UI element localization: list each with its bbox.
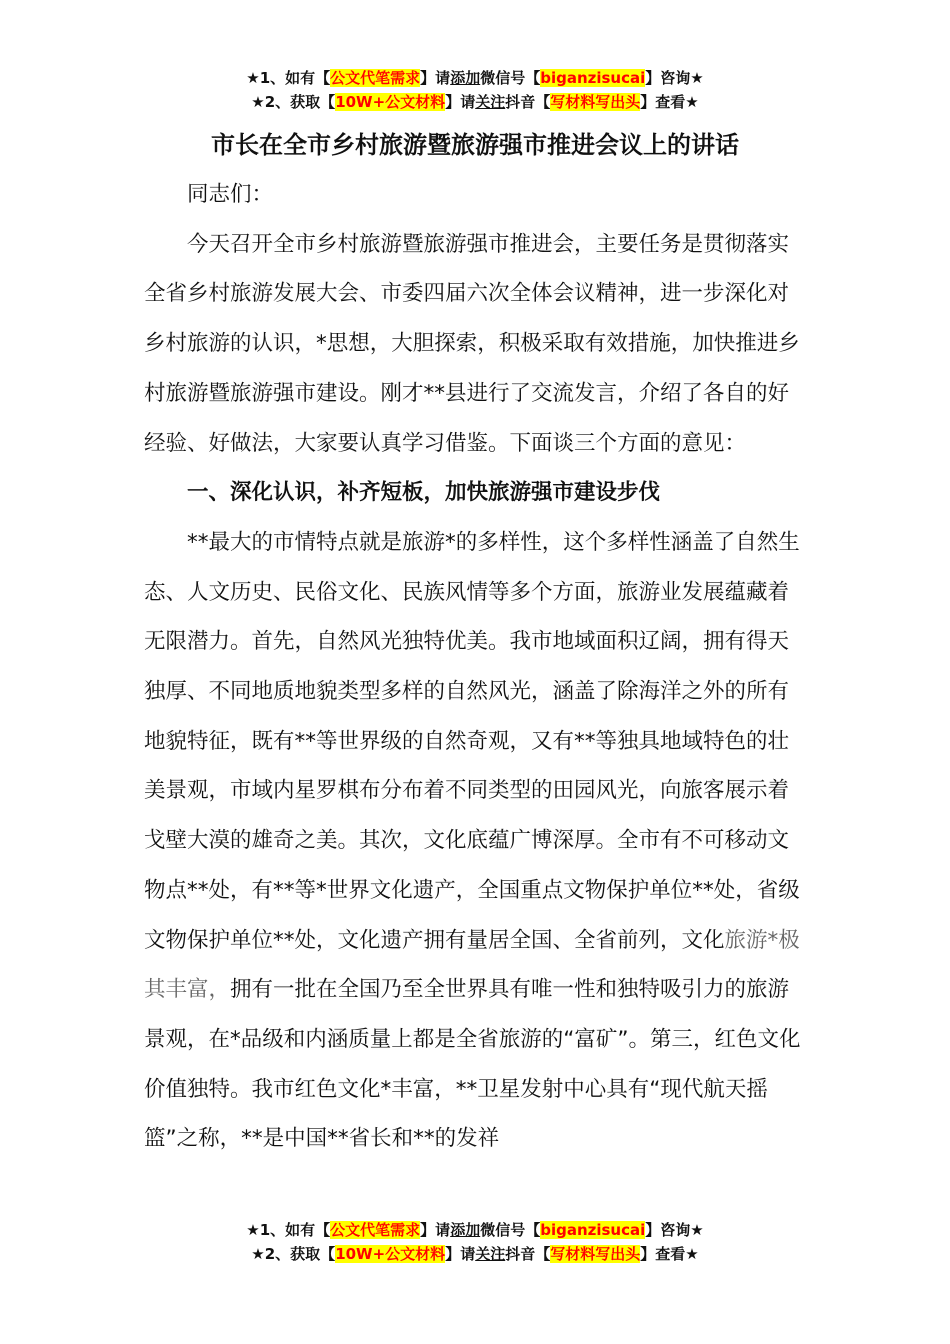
highlight-service: 公文代笔需求 <box>330 69 421 87</box>
section-heading-1: 一、深化认识，补齐短板，加快旅游强市建设步伐 <box>187 480 661 506</box>
header-banner <box>0 66 950 114</box>
document-body <box>144 170 808 1164</box>
highlight-service: 公文代笔需求 <box>330 1221 421 1239</box>
highlight-materials: 10W+公文材料 <box>335 1245 446 1263</box>
highlight-douyin-id: 写材料写出头 <box>550 93 641 111</box>
banner-line-2: ★2、获取【10W+公文材料】请关注抖音【写材料写出头】查看★ <box>251 1245 699 1263</box>
salutation: 同志们： <box>187 182 274 207</box>
highlight-douyin-id: 写材料写出头 <box>550 1245 641 1263</box>
highlight-wechat-id: biganzisucai <box>540 69 646 87</box>
paragraph-section-1: **最大的市情特点就是旅游*的多样性，这个多样性涵盖了自然生态、人文历史、民俗文化、民族风情等多个方面，旅游业发展蕴藏着无限潜力。首先，自然风光独特优美。我市地域面积辽阔，拥有得天独厚、不同地质地貌类型多样的自然风光，涵盖了除海洋之外的所有地貌特征，既有**等世界级的自然奇观，又有**等独具地域特色的壮美景观，市域内星罗棋布分布着不同类型的田园风光，向旅客展示着戈壁大漠的雄奇之美。其次，文化底蕴广博深厚。全市有不可移动文物点**处，有**等*世界文化遗产，全国重点文物保护单位**处，省级文物保护单位**处，文化遗产拥有量居全国、全省前列，文化旅游*极其丰富，拥有一批在全国乃至全世界具有唯一性和独特吸引力的旅游景观，在*品级和内涵质量上都是全省旅游的“富矿”。第三，红色文化价值独特。我市红色文化*丰富，**卫星发射中心具有“现代航天摇篮”之称，**是中国**省长和**的发祥 <box>144 529 801 1152</box>
document-title: 市长在全市乡村旅游暨旅游强市推进会议上的讲话 <box>211 131 739 159</box>
banner-line-1: ★1、如有【公文代笔需求】请添加微信号【biganzisucai】咨询★ <box>246 69 704 87</box>
highlight-wechat-id: biganzisucai <box>540 1221 646 1239</box>
banner-line-1: ★1、如有【公文代笔需求】请添加微信号【biganzisucai】咨询★ <box>246 1221 704 1239</box>
paragraph-intro: 今天召开全市乡村旅游暨旅游强市推进会，主要任务是贯彻落实全省乡村旅游发展大会、市委四届六次全体会议精神，进一步深化对乡村旅游的认识，*思想，大胆探索，积极采取有效措施，加快推进乡村旅游暨旅游强市建设。刚才**县进行了交流发言，介绍了各自的好经验、好做法，大家要认真学习借鉴。下面谈三个方面的意见： <box>144 231 800 456</box>
banner-line-2: ★2、获取【10W+公文材料】请关注抖音【写材料写出头】查看★ <box>251 93 699 111</box>
highlight-materials: 10W+公文材料 <box>335 93 446 111</box>
footer-banner <box>0 1218 950 1266</box>
